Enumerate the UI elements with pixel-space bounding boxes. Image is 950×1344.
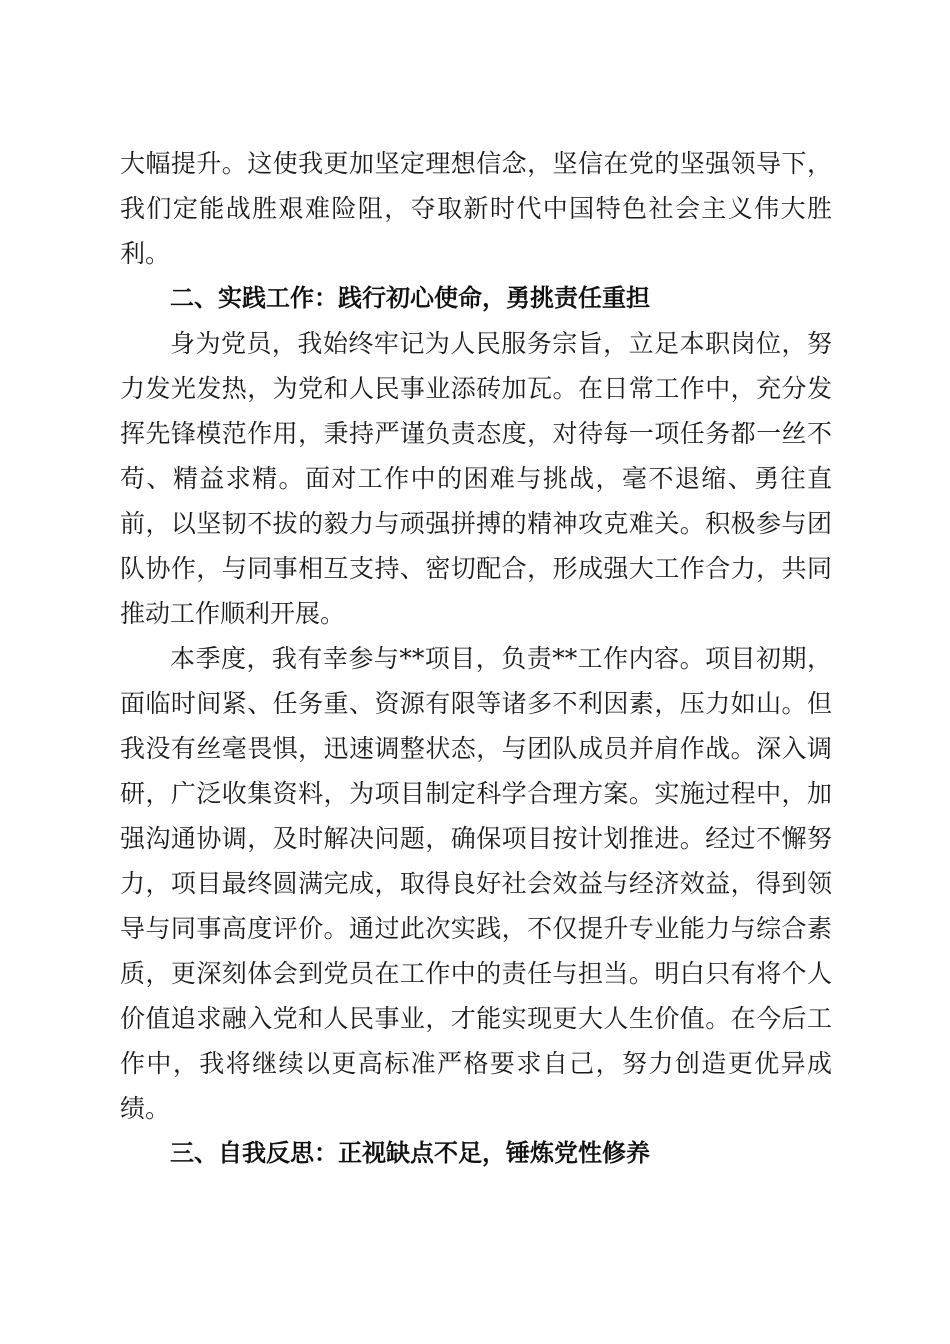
paragraph-quarter-project: 本季度，我有幸参与**项目，负责**工作内容。项目初期，面临时间紧、任务重、资源有限等诸多不利因素，压力如山。但我没有丝毫畏惧，迅速调整状态，与团队成员并肩作战。深入调研，广泛收集资料，为项目制定科学合理方案。实施过程中，加强沟通协调，及时解决问题，确保项目按计划推进。经过不懈努力，项目最终圆满完成，取得良好社会效益与经济效益，得到领导与同事高度评价。通过此次实践，不仅提升专业能力与综合素质，更深刻体会到党员在工作中的责任与担当。明白只有将个人价值追求融入党和人民事业，才能实现更大人生价值。在今后工作中，我将继续以更高标准严格要求自己，努力创造更优异成绩。 [120, 644, 832, 1123]
section-heading-self-reflection: 三、自我反思：正视缺点不足，锤炼党性修养 [170, 1139, 650, 1167]
paragraph-party-member-duty: 身为党员，我始终牢记为人民服务宗旨，立足本职岗位，努力发光发热，为党和人民事业添砖加瓦。在日常工作中，充分发挥先锋模范作用，秉持严谨负责态度，对待每一项任务都一丝不苟、精益求精。面对工作中的困难与挑战，毫不退缩、勇往直前，以坚韧不拔的毅力与顽强拼搏的精神攻克难关。积极参与团队协作，与同事相互支持、密切配合，形成强大工作合力，共同推动工作顺利开展。 [120, 329, 832, 628]
section-heading-practice: 二、实践工作：践行初心使命，勇挑责任重担 [170, 284, 650, 312]
paragraph-continuation: 大幅提升。这使我更加坚定理想信念，坚信在党的坚强领导下，我们定能战胜艰难险阻，夺取新时代中国特色社会主义伟大胜利。 [120, 149, 832, 268]
document-body [120, 141, 832, 1176]
